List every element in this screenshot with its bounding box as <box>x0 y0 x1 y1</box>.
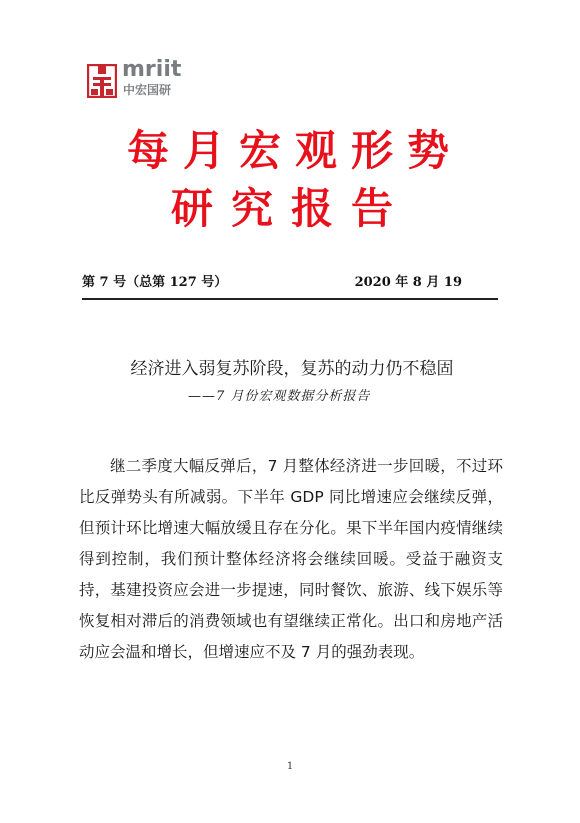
report-title-line-1: 每月宏观形势 <box>126 126 463 175</box>
header-divider <box>82 298 498 300</box>
logo-wordmark: mriit <box>122 57 182 82</box>
issue-date: 2020 年 8 月 19 <box>354 275 462 290</box>
article-subheading: ——7 月份宏观数据分析报告 <box>188 389 371 404</box>
brand-logo <box>87 58 207 102</box>
logo-chinese-name: 中宏国研 <box>123 83 172 97</box>
report-title-line-2: 研究报告 <box>170 184 411 233</box>
page-number: 1 <box>286 761 294 772</box>
issue-number: 第 7 号（总第 127 号） <box>82 275 228 290</box>
mriit-logo-icon <box>87 64 117 98</box>
issue-info-row <box>82 272 498 294</box>
article-body-paragraph: 继二季度大幅反弹后，7 月整体经济进一步回暖，不过环比反弹势头有所减弱。下半年 GDP 同比增速应会继续反弹，但预计环比增速大幅放缓且存在分化。果下半年国内疫情继续得到控制，我们预计整体经济将会继续回暖。受益于融资支持，基建投资应会进一步提速，同时餐饮、旅游、线下娱乐等恢复相对滞后的消费领域也有望继续正常化。出口和房地产活动应会温和增长，但增速应不及 7 月的强劲表现。 <box>79 457 503 661</box>
article-headline: 经济进入弱复苏阶段，复苏的动力仍不稳固 <box>130 359 454 379</box>
